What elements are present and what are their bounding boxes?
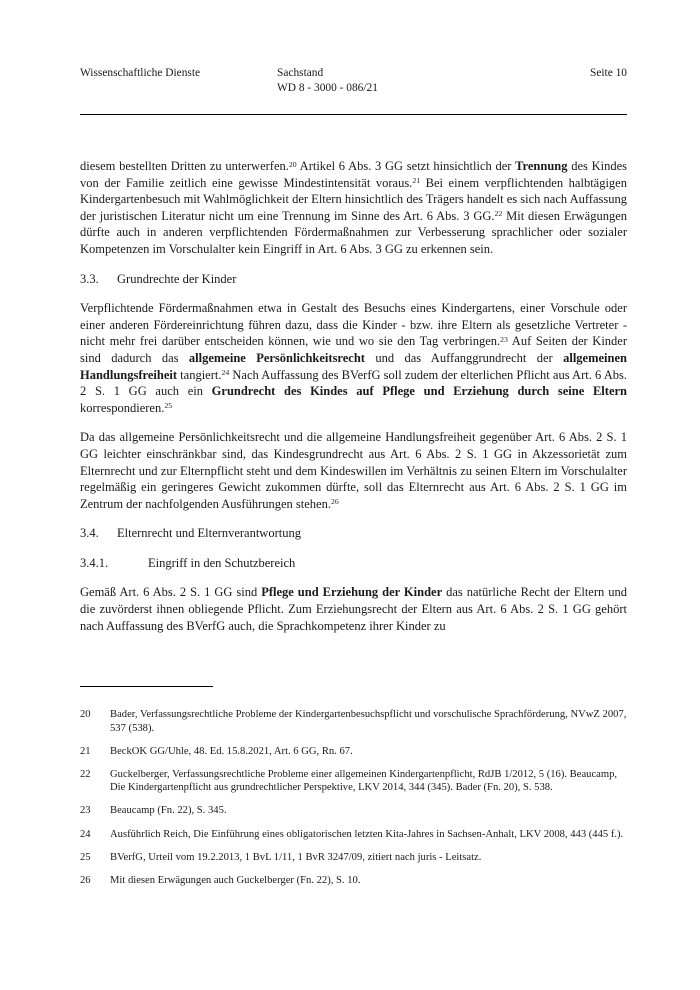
- header-organization: Wissenschaftliche Dienste: [80, 67, 201, 79]
- heading-number: 3.4.1.: [80, 555, 109, 570]
- bold-text: Pflege und Erziehung der Kinder: [261, 585, 443, 600]
- body-paragraph: [80, 300, 627, 416]
- footnote-ref: 26: [330, 497, 339, 507]
- footnote-number: 20: [80, 709, 91, 720]
- text-run: Bei einem verpflichtenden halbtägigen Kindergartenbesuch mit Wahlmöglichkeit der Eltern hinsichtlich des Trägers handelt es sich nach Auffassung der juristischen Literatur nicht um eine Trennung im Sinne des Art. 6 Abs. 3 GG.: [80, 175, 627, 223]
- footnote-ref: 20: [288, 159, 297, 169]
- section-heading: [80, 271, 627, 288]
- text-run: Da das allgemeine Persönlichkeitsrecht und die allgemeine Handlungsfreiheit gegenüber Art. 6 Abs. 2 S. 1 GG leichter einschränkbar sind, das Kindesgrundrecht aus Art. 6 Abs. 2 S. 1 GG in Akzessorietät zum Elternrecht und zur Elternpflicht steht und dem Kindeswillen im Verhältnis zu seinen Eltern im Vorschulalter regelmäßig ein geringeres Gewicht zukommen dürfte, soll das Elternrecht aus Art. 6 Abs. 2 S. 1 GG im Zentrum der nachfolgenden Ausführungen stehen.: [80, 430, 627, 511]
- text-run: des Kindes von der Familie zeitlich eine gewisse Mindestintensität voraus.: [80, 159, 627, 190]
- footnote-text: BVerfG, Urteil vom 19.2.2013, 1 BvL 1/11, 1 BvR 3247/09, zitiert nach juris - Leitsatz.: [110, 851, 482, 863]
- footnote-ref: 22: [494, 209, 503, 219]
- footnote-number: 25: [80, 851, 91, 863]
- section-heading: [80, 525, 627, 542]
- bold-text: allgemeinen Handlungsfreiheit: [80, 350, 627, 382]
- bold-text: allgemeine Persönlichkeitsrecht: [188, 350, 365, 365]
- footnote-ref: 21: [412, 176, 421, 186]
- footnote: [80, 804, 630, 818]
- footnote-text: Beaucamp (Fn. 22), S. 345.: [110, 805, 227, 817]
- footnote: [80, 745, 630, 759]
- footnote-number: 26: [80, 874, 91, 886]
- footnote-text: Guckelberger, Verfassungsrechtliche Probleme einer allgemeinen Kindergartenpflicht, RdJB 1/2012, 5 (16). Beaucamp, Die Kindergartenpflicht aus grundrechtlicher Perspektive, LKV 2014, 344 (345). Bader (Fn. 20), S. 538.: [110, 768, 618, 794]
- footnote-text: Bader, Verfassungsrechtliche Probleme der Kindergartenbesuchspflicht und vorschulische Sprachförderung, NVwZ 2007, 537 (538).: [110, 709, 627, 734]
- text-run: das natürliche Recht der Eltern und die zuvörderst ihnen obliegende Pflicht. Zum Erziehungsrecht der Eltern aus Art. 6 Abs. 2 S. 1 GG gehört nach Auffassung des BVerfG auch, die Sprachkompetenz ihrer Kinder zu: [80, 585, 627, 633]
- document-body: [80, 158, 627, 647]
- footnote-ref: 24: [221, 368, 230, 378]
- bold-text: Grundrecht des Kindes auf Pflege und Erziehung durch seine Eltern: [211, 384, 627, 399]
- footnote: [80, 708, 630, 735]
- footnote-section: [80, 708, 630, 897]
- footnote-ref: 23: [500, 334, 508, 344]
- bold-text: Trennung: [515, 159, 568, 173]
- header-doc-number: WD 8 - 3000 - 086/21: [277, 82, 378, 94]
- footnote-number: 22: [80, 768, 91, 780]
- footnote-text: Mit diesen Erwägungen auch Guckelberger (Fn. 22), S. 10.: [110, 874, 361, 886]
- footnote-ref: 25: [164, 401, 173, 411]
- text-run: diesem bestellten Dritten zu unterwerfen.: [80, 159, 289, 173]
- footnote: [80, 851, 630, 865]
- heading-number: 3.4.: [80, 526, 99, 541]
- footnote-number: 23: [80, 805, 91, 817]
- footnote-number: 21: [80, 745, 91, 757]
- text-run: tangiert.: [177, 367, 222, 382]
- body-paragraph: [80, 584, 627, 634]
- text-run: und das Auffanggrundrecht der: [364, 350, 564, 365]
- text-run: korrespondieren.: [80, 400, 165, 415]
- footnote: [80, 874, 630, 888]
- heading-text: Eingriff in den Schutzbereich: [148, 555, 296, 570]
- header-doc-type: Sachstand: [277, 67, 324, 79]
- text-run: Auf Seiten der Kinder sind dadurch das: [80, 334, 628, 365]
- header-document-info: [277, 66, 590, 96]
- text-run: Gemäß Art. 6 Abs. 2 S. 1 GG sind: [80, 585, 262, 600]
- header-page-number: Seite 10: [589, 67, 627, 79]
- heading-number: 3.3.: [80, 271, 99, 286]
- heading-text: Elternrecht und Elternverantwortung: [117, 526, 301, 541]
- footnote: [80, 828, 630, 842]
- section-heading: [80, 555, 627, 572]
- footnote-number: 24: [80, 828, 91, 840]
- text-run: Verpflichtende Fördermaßnahmen etwa in Gestalt des Besuchs eines Kindergartens, einer Vorschule oder einer anderen Fördereinrichtung führen dazu, dass die Kinder - bzw. ihre Eltern als gesetzliche Vertreter - nicht mehr frei darüber entscheiden können, wie und wo sie den Tag verbringen.: [80, 301, 627, 349]
- body-paragraph: [80, 429, 627, 512]
- body-paragraph: [80, 158, 627, 258]
- header-divider: [80, 114, 627, 115]
- page-header: [80, 66, 627, 96]
- text-run: Mit diesen Erwägungen dürfte auch in anderen verpflichtenden Fördermaßnahmen zur Verbesserung sprachlicher oder sozialer Kompetenzen im Vorschulalter kein Eingriff in Art. 6 Abs. 3 GG zu erkennen sein.: [80, 208, 627, 256]
- text-run: Artikel 6 Abs. 3 GG setzt hinsichtlich der: [296, 159, 516, 173]
- footnote: [80, 768, 630, 795]
- heading-text: Grundrechte der Kinder: [117, 271, 237, 286]
- footnote-text: BeckOK GG/Uhle, 48. Ed. 15.8.2021, Art. 6 GG, Rn. 67.: [110, 745, 353, 757]
- footnote-text: Ausführlich Reich, Die Einführung eines obligatorischen letzten Kita-Jahres in Sachsen-Anhalt, LKV 2008, 443 (445 f.).: [110, 828, 624, 840]
- footnote-separator: [80, 686, 213, 687]
- text-run: Nach Auffassung des BVerfG soll zudem der elterlichen Pflicht aus Art. 6 Abs. 2 S. 1 GG auch ein: [80, 367, 627, 399]
